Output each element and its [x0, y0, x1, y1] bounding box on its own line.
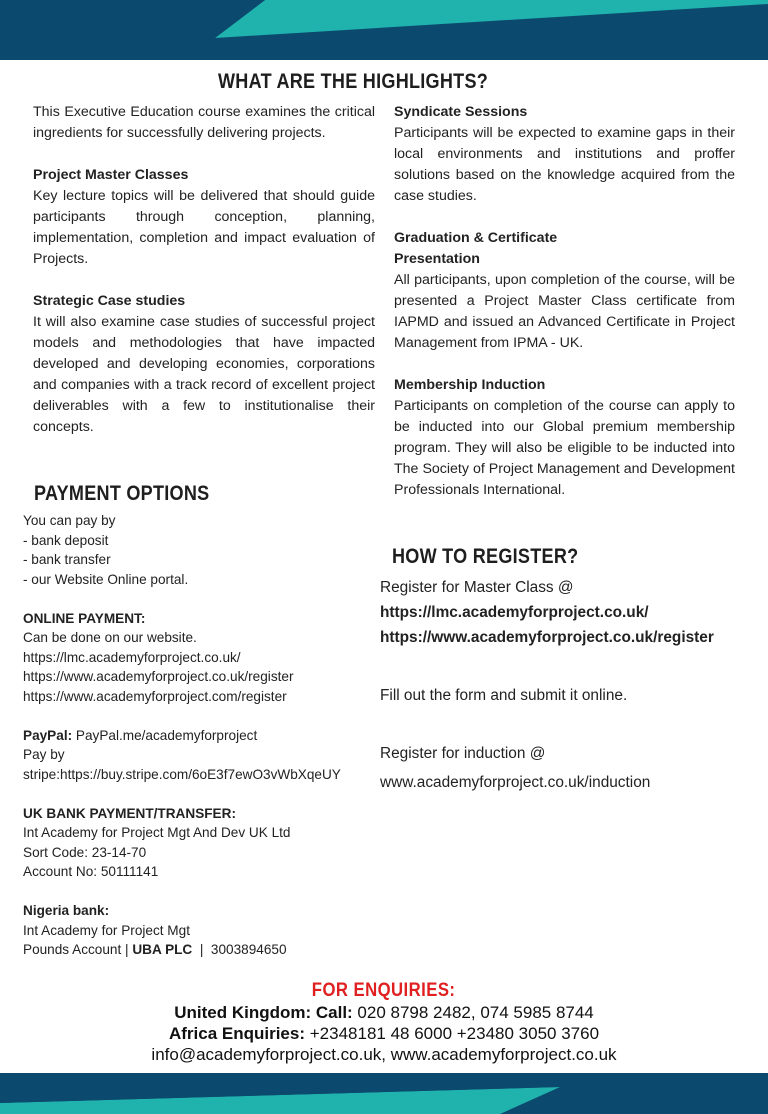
syndicate-body: Participants will be expected to examine gaps in their local environments and institutions and proffer solutions based on the knowledge acquired from the case studies.	[394, 125, 735, 204]
register-link[interactable]: https://www.academyforproject.co.uk/register	[380, 629, 714, 646]
payment-method: - bank transfer	[23, 552, 111, 567]
africa-contact-line	[0, 1023, 768, 1044]
highlights-intro: This Executive Education course examines the critical ingredients for successfully delivering projects.	[33, 104, 375, 141]
nigeria-bank-name: Int Academy for Project Mgt	[23, 922, 190, 938]
bank-name: UBA PLC	[132, 942, 193, 957]
paypal-label: PayPal:	[23, 727, 73, 743]
payment-method: - our Website Online portal.	[23, 571, 189, 587]
top-decorative-band	[0, 0, 768, 60]
uk-bank-heading: UK BANK PAYMENT/TRANSFER:	[23, 805, 236, 821]
africa-phone-numbers[interactable]: +2348181 48 6000 +23480 3050 3760	[305, 1024, 600, 1043]
register-section	[380, 575, 760, 795]
graduation-heading-line2: Presentation	[394, 251, 480, 267]
enquiries-title: FOR ENQUIRIES:	[312, 980, 456, 1001]
highlights-title: WHAT ARE THE HIGHLIGHTS?	[218, 70, 489, 93]
payment-method: - bank deposit	[23, 532, 109, 548]
online-payment-link[interactable]: https://www.academyforproject.co.uk/register	[23, 669, 294, 684]
pounds-account-line	[23, 940, 373, 960]
uk-label: United Kingdom: Call:	[174, 1003, 353, 1022]
register-instructions: Fill out the form and submit it online.	[380, 687, 628, 704]
pay-by-label: Pay by	[23, 747, 65, 762]
graduation-heading: Graduation & Certificate	[394, 230, 558, 246]
uk-bank-name: Int Academy for Project Mgt And Dev UK Ltd	[23, 825, 291, 840]
online-payment-desc: Can be done on our website.	[23, 630, 197, 645]
bottom-decorative-band	[0, 1073, 768, 1114]
pounds-account-number: | 3003894650	[192, 942, 287, 957]
membership-heading: Membership Induction	[394, 377, 546, 393]
payment-intro: You can pay by	[23, 513, 116, 528]
membership-body: Participants on completion of the course can apply to be inducted into our Global premium membership program. They will also be eligible to be inducted into The Society of Project Management and Development Professionals International.	[394, 398, 735, 498]
induction-link[interactable]: www.academyforproject.co.uk/induction	[380, 774, 651, 791]
online-payment-heading: ONLINE PAYMENT:	[23, 610, 146, 626]
highlights-left-column	[33, 102, 375, 438]
email-website-line[interactable]: info@academyforproject.co.uk, www.academyforproject.co.uk	[151, 1045, 617, 1064]
pounds-account-label: Pounds Account |	[23, 942, 133, 957]
graduation-body: All participants, upon completion of the course, will be presented a Project Master Class certificate from IAPMD and issued an Advanced Certificate in Project Management from IPMA - UK.	[394, 272, 735, 351]
how-to-register-title: HOW TO REGISTER?	[392, 545, 579, 568]
register-master-class-label: Register for Master Class @	[380, 579, 574, 596]
payment-options-section	[23, 511, 373, 960]
register-induction-label: Register for induction @	[380, 745, 546, 762]
master-classes-body: Key lecture topics will be delivered that should guide participants through conception, planning, implementation, completion and impact evaluation of Projects.	[33, 188, 375, 267]
register-link[interactable]: https://lmc.academyforproject.co.uk/	[380, 604, 649, 621]
enquiries-section	[0, 980, 768, 1065]
paypal-link[interactable]: PayPal.me/academyforproject	[72, 727, 258, 743]
master-classes-heading: Project Master Classes	[33, 167, 189, 183]
africa-label: Africa Enquiries:	[168, 1024, 306, 1043]
syndicate-heading: Syndicate Sessions	[394, 104, 528, 120]
online-payment-link[interactable]: https://lmc.academyforproject.co.uk/	[23, 649, 241, 665]
case-studies-heading: Strategic Case studies	[33, 293, 186, 309]
paypal-line	[23, 726, 373, 746]
uk-phone-numbers[interactable]: 020 8798 2482, 074 5985 8744	[352, 1003, 594, 1022]
account-number: Account No: 50111141	[23, 864, 159, 879]
stripe-link[interactable]: stripe:https://buy.stripe.com/6oE3f7ewO3vWbXqeUY	[23, 766, 341, 782]
payment-options-title: PAYMENT OPTIONS	[34, 482, 210, 505]
nigeria-bank-heading: Nigeria bank:	[23, 903, 110, 918]
uk-contact-line	[0, 1002, 768, 1023]
online-payment-link[interactable]: https://www.academyforproject.com/register	[23, 688, 287, 704]
highlights-right-column	[394, 102, 735, 501]
case-studies-body: It will also examine case studies of successful project models and methodologies that have impacted developed and developing economies, corporations and companies with a track record of excellent project deliverables with a few to institutionalise their concepts.	[33, 314, 375, 435]
sort-code: Sort Code: 23-14-70	[23, 844, 147, 860]
